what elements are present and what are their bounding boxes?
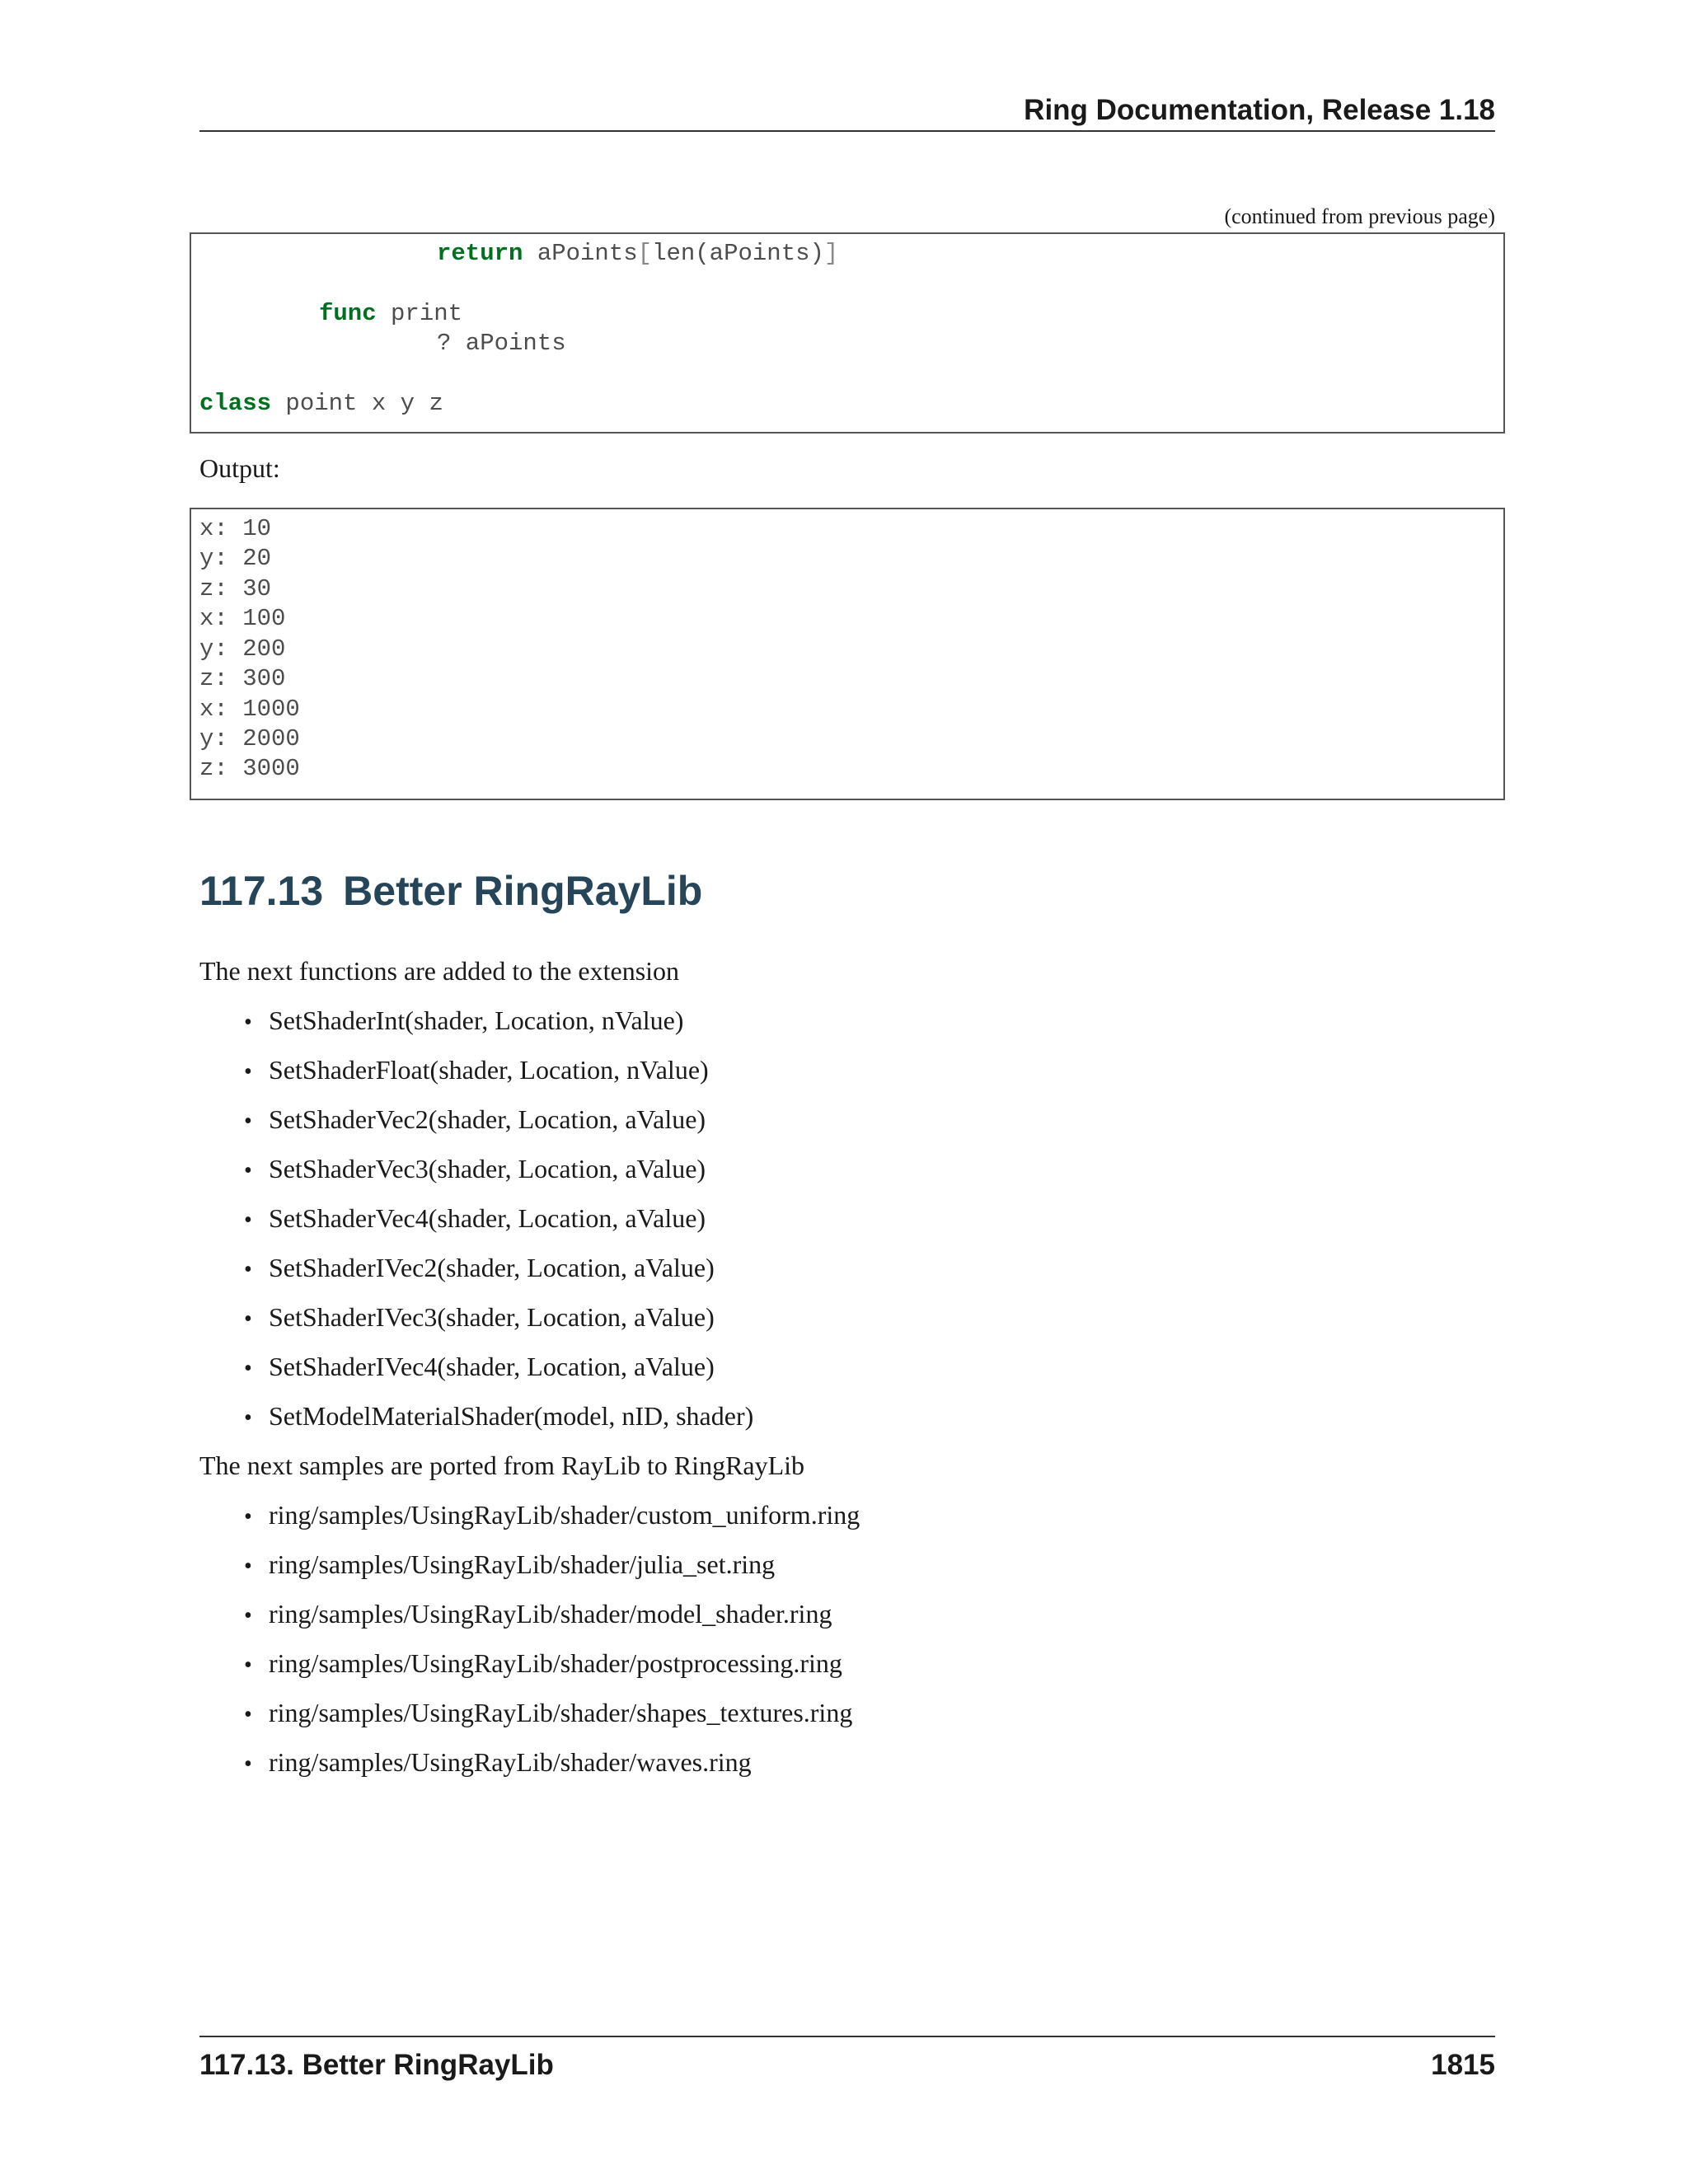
page-header (199, 89, 1495, 132)
bullet-icon: • (244, 1108, 252, 1134)
list-item (244, 1104, 706, 1135)
list-item (244, 1549, 775, 1580)
code-text: aPoints (523, 240, 638, 267)
code-keyword: return (437, 240, 523, 267)
list-item-text: SetShaderIVec3(shader, Location, aValue) (269, 1302, 715, 1332)
intro-samples-text: The next samples are ported from RayLib to RingRayLib (199, 1451, 805, 1480)
section-title: Better RingRayLib (343, 868, 703, 914)
list-item-text: ring/samples/UsingRayLib/shader/postprocessing.ring (269, 1648, 842, 1678)
header-title: Ring Documentation, Release 1.18 (1024, 94, 1495, 126)
list-item (244, 1698, 852, 1728)
list-item (244, 1055, 709, 1085)
list-item (244, 1005, 683, 1036)
list-item (244, 1203, 706, 1234)
list-item-text: ring/samples/UsingRayLib/shader/waves.ring (269, 1747, 752, 1777)
bullet-icon: • (244, 1554, 252, 1579)
bullet-icon: • (244, 1405, 252, 1431)
list-item (244, 1401, 753, 1432)
list-item-text: SetShaderVec3(shader, Location, aValue) (269, 1154, 706, 1183)
footer-section-title: 117.13. Better RingRayLib (199, 2049, 554, 2081)
list-item-text: ring/samples/UsingRayLib/shader/shapes_textures.ring (269, 1698, 853, 1727)
output-line: y: 200 (199, 635, 286, 663)
bullet-icon: • (244, 1603, 252, 1629)
code-block (190, 232, 1505, 434)
list-item-text: SetShaderInt(shader, Location, nValue) (269, 1005, 684, 1035)
code-text: len(aPoints) (652, 240, 824, 267)
list-item-text: ring/samples/UsingRayLib/shader/julia_set.ring (269, 1549, 776, 1579)
list-item-text: ring/samples/UsingRayLib/shader/custom_uniform.ring (269, 1500, 860, 1530)
list-item-text: SetShaderIVec4(shader, Location, aValue) (269, 1352, 715, 1381)
bullet-icon: • (244, 1158, 252, 1183)
page-footer (199, 2036, 1495, 2087)
list-item (244, 1599, 832, 1629)
output-line: y: 2000 (199, 725, 300, 752)
bullet-icon: • (244, 1751, 252, 1777)
code-text: ? aPoints (437, 330, 566, 357)
code-keyword: class (199, 390, 272, 417)
page-number: 1815 (1431, 2049, 1495, 2081)
list-item-text: SetShaderIVec2(shader, Location, aValue) (269, 1253, 715, 1282)
list-item (244, 1154, 706, 1184)
intro-functions-text: The next functions are added to the extension (199, 956, 680, 986)
code-punctuation: [ (637, 240, 653, 267)
output-label: Output: (199, 453, 280, 483)
code-line (437, 329, 566, 359)
bullet-icon: • (244, 1652, 252, 1678)
code-line (437, 239, 838, 269)
bullet-icon: • (244, 1504, 252, 1530)
list-item-text: SetShaderVec2(shader, Location, aValue) (269, 1104, 706, 1134)
list-item-text: SetModelMaterialShader(model, nID, shader) (269, 1401, 754, 1431)
section-heading (199, 867, 702, 915)
list-item (244, 1352, 715, 1382)
output-line: z: 3000 (199, 755, 300, 782)
output-line: x: 100 (199, 605, 286, 632)
output-line: x: 10 (199, 515, 272, 542)
list-item-text: ring/samples/UsingRayLib/shader/model_shader.ring (269, 1599, 832, 1629)
code-punctuation: ] (823, 240, 839, 267)
output-line: x: 1000 (199, 696, 300, 723)
bullet-icon: • (244, 1010, 252, 1035)
list-item-text: SetShaderFloat(shader, Location, nValue) (269, 1055, 709, 1085)
code-text: point x y z (271, 390, 443, 417)
list-item-text: SetShaderVec4(shader, Location, aValue) (269, 1203, 706, 1233)
output-line: z: 30 (199, 575, 272, 602)
continued-note: (continued from previous page) (1224, 204, 1495, 228)
section-number: 117.13 (199, 868, 324, 914)
bullet-icon: • (244, 1702, 252, 1727)
list-item (244, 1500, 860, 1530)
code-line (319, 299, 462, 329)
bullet-icon: • (244, 1207, 252, 1233)
list-item (244, 1253, 715, 1283)
bullet-icon: • (244, 1257, 252, 1282)
code-text: print (376, 300, 463, 327)
output-line: y: 20 (199, 545, 272, 572)
bullet-icon: • (244, 1356, 252, 1381)
bullet-icon: • (244, 1306, 252, 1332)
code-keyword: func (319, 300, 377, 327)
code-line (199, 389, 443, 419)
list-item (244, 1648, 842, 1679)
output-block (190, 508, 1505, 800)
bullet-icon: • (244, 1059, 252, 1085)
list-item (244, 1747, 752, 1778)
output-line: z: 300 (199, 665, 286, 692)
list-item (244, 1302, 715, 1333)
